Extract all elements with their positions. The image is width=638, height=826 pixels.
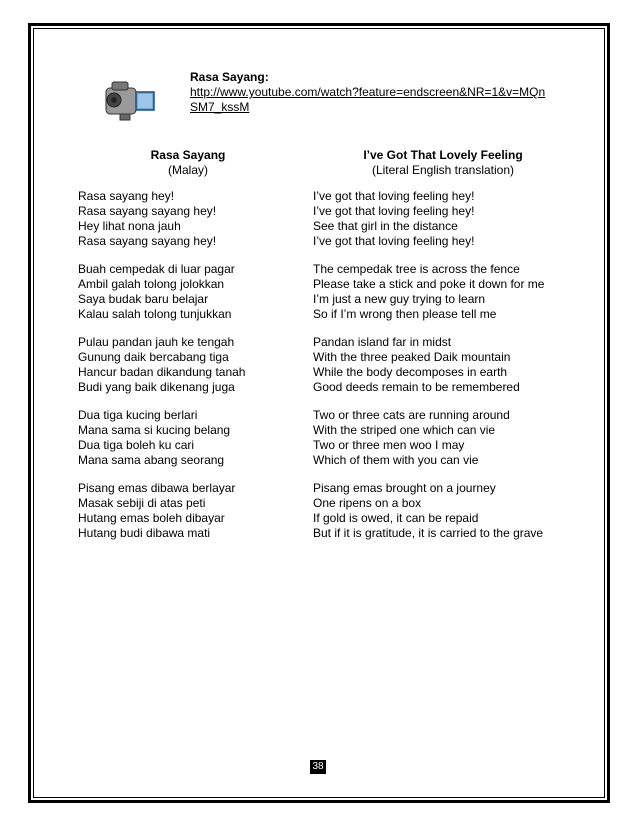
stanza (313, 481, 573, 541)
stanza (78, 481, 298, 541)
english-heading: I’ve Got That Lovely Feeling (363, 148, 523, 162)
english-stanzas (313, 189, 573, 541)
lyric-line: If gold is owed, it can be repaid (313, 511, 479, 525)
stanza (313, 335, 573, 395)
lyric-line: Budi yang baik dikenang juga (78, 380, 235, 394)
lyric-line: With the three peaked Daik mountain (313, 350, 511, 364)
lyric-line: Pandan island far in midst (313, 335, 452, 349)
lyric-line: Buah cempedak di luar pagar (78, 262, 235, 276)
lyric-line: Dua tiga kucing berlari (78, 408, 198, 422)
youtube-link-continued[interactable]: SM7_kssM (190, 100, 250, 114)
video-camera-icon (100, 72, 158, 124)
lyric-line: Rasa sayang sayang hey! (78, 204, 217, 218)
malay-stanzas (78, 189, 298, 541)
lyric-line: With the striped one which can vie (313, 423, 496, 437)
stanza (313, 408, 573, 468)
stanza (78, 189, 298, 249)
stanza (78, 335, 298, 395)
lyric-line: Please take a stick and poke it down for me (313, 277, 545, 291)
lyric-line: The cempedak tree is across the fence (313, 262, 520, 276)
lyric-line: Dua tiga boleh ku cari (78, 438, 195, 452)
lyric-line: Saya budak baru belajar (78, 292, 209, 306)
lyric-line: I’ve got that loving feeling hey! (313, 204, 475, 218)
stanza (78, 408, 298, 468)
lyric-line: Kalau salah tolong tunjukkan (78, 307, 232, 321)
stanza (313, 262, 573, 322)
lyric-line: Gunung daik bercabang tiga (78, 350, 229, 364)
english-lyrics-column (313, 148, 573, 554)
lyric-line: I’m just a new guy trying to learn (313, 292, 486, 306)
malay-heading: Rasa Sayang (150, 148, 226, 162)
malay-lyrics-column (78, 148, 298, 554)
video-reference (190, 70, 545, 115)
lyric-line: Masak sebiji di atas peti (78, 496, 206, 510)
lyric-line: I’ve got that loving feeling hey! (313, 189, 475, 203)
lyric-line: Pisang emas dibawa berlayar (78, 481, 236, 495)
lyric-line: Which of them with you can vie (313, 453, 479, 467)
english-subheading: (Literal English translation) (371, 163, 515, 177)
stanza (78, 262, 298, 322)
lyric-line: Two or three cats are running around (313, 408, 510, 422)
lyric-line: Hutang budi dibawa mati (78, 526, 211, 540)
stanza (313, 189, 573, 249)
lyric-line: Hancur badan dikandung tanah (78, 365, 246, 379)
lyric-line: Ambil galah tolong jolokkan (78, 277, 225, 291)
malay-subheading: (Malay) (167, 163, 208, 177)
lyric-line: Mana sama abang seorang (78, 453, 225, 467)
lyric-line: Mana sama si kucing belang (78, 423, 231, 437)
lyric-line: I’ve got that loving feeling hey! (313, 234, 475, 248)
lyric-line: Hutang emas boleh dibayar (78, 511, 225, 525)
lyric-line: Pisang emas brought on a journey (313, 481, 496, 495)
lyric-line: One ripens on a box (313, 496, 422, 510)
lyric-line: See that girl in the distance (313, 219, 458, 233)
lyric-line: Pulau pandan jauh ke tengah (78, 335, 235, 349)
lyric-line: Rasa sayang hey! (78, 189, 175, 203)
lyric-line: But if it is gratitude, it is carried to the grave (313, 526, 544, 540)
lyric-line: So if I’m wrong then please tell me (313, 307, 497, 321)
lyric-line: Hey lihat nona jauh (78, 219, 181, 233)
lyric-line: Rasa sayang sayang hey! (78, 234, 217, 248)
song-title: Rasa Sayang: (190, 70, 269, 84)
youtube-link[interactable]: http://www.youtube.com/watch?feature=endscreen&NR=1&v=MQn (190, 85, 546, 99)
lyric-line: Two or three men woo I may (313, 438, 465, 452)
page-number: 38 (310, 760, 326, 774)
lyric-line: Good deeds remain to be remembered (313, 380, 520, 394)
lyric-line: While the body decomposes in earth (313, 365, 508, 379)
